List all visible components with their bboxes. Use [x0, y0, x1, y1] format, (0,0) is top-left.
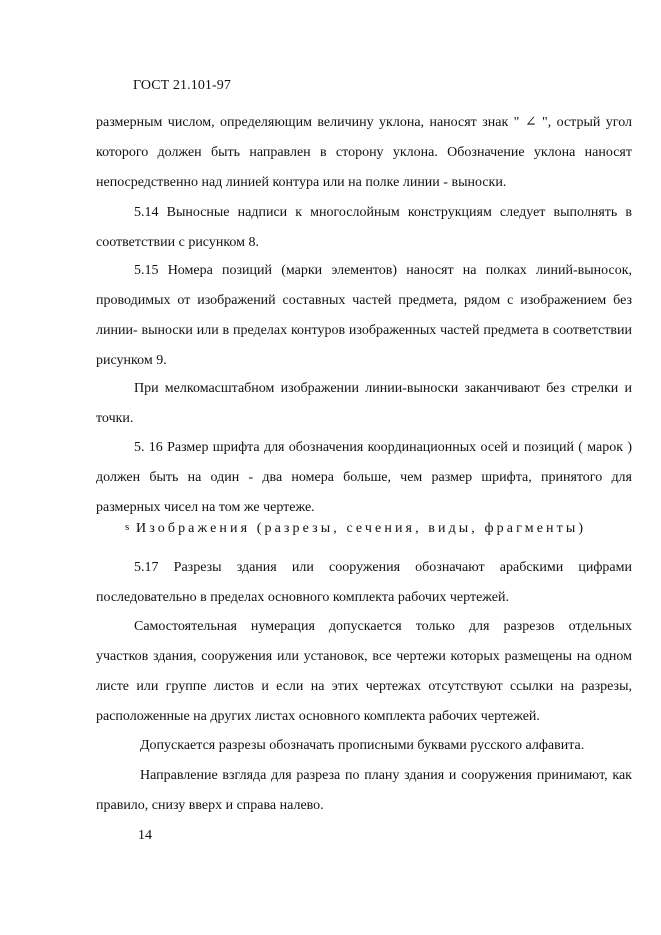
text-line: 5.14 Выносные надписи к многослойным конструкциям следует выполнять в [134, 205, 632, 220]
text-line: которого должен быть направлен в сторону уклона. Обозначение уклона наносят [96, 145, 632, 160]
text-line: последовательно в пределах основного комплекта рабочих чертежей. [96, 590, 509, 605]
text-line: При мелкомасштабном изображении линии-выноски заканчивают без стрелки и [134, 381, 632, 396]
text-line: Направление взгляда для разреза по плану здания и сооружения принимают, как [140, 768, 632, 783]
paragraph-slope-sign [96, 108, 632, 198]
paragraph-5-14 [96, 198, 632, 258]
paragraph-5-17 [96, 553, 632, 613]
paragraph-view-direction [96, 761, 632, 821]
text-line: 5.15 Номера позиций (марки элементов) наносят на полках линий-выносок, [134, 263, 632, 278]
text-line: 5.17 Разрезы здания или сооружения обозначают арабскими цифрами [134, 560, 632, 575]
text-line: листе или группе листов и если на этих чертежах отсутствуют ссылки на разрезы, [96, 679, 632, 694]
paragraph-5-16 [96, 433, 632, 523]
section-mark: ѕ [125, 521, 130, 533]
text-line: размерным числом, определяющим величину уклона, наносят знак " ∠ ", острый угол [96, 115, 632, 130]
page-number: 14 [138, 828, 152, 843]
paragraph-capital-letters [96, 731, 632, 761]
paragraph-independent-numbering [96, 612, 632, 732]
text-line: Допускается разрезы обозначать прописными буквами русского алфавита. [140, 738, 585, 753]
paragraph-5-15 [96, 256, 632, 376]
text-line: участков здания, сооружения или установок, все чертежи которых размещены на одном [96, 649, 632, 664]
text-line: рисунком 9. [96, 353, 167, 368]
text-line: линии- выноски или в пределах контуров изображенных частей предмета в соответствии [96, 323, 632, 338]
text-line: непосредственно над линией контура или на полке линии - выноски. [96, 175, 507, 190]
text-line: соответствии с рисунком 8. [96, 235, 260, 250]
paragraph-small-scale [96, 374, 632, 434]
text-line: правило, снизу вверх и справа налево. [96, 798, 324, 813]
text-line: расположенные на других листах основного комплекта рабочих чертежей. [96, 709, 540, 724]
text-line: 5. 16 Размер шрифта для обозначения координационных осей и позиций ( марок ) [134, 440, 632, 455]
text-line: проводимых от изображений составных частей предмета, рядом с изображением без [96, 293, 632, 308]
text-line: размерных чисел на том же чертеже. [96, 500, 315, 515]
text-line: точки. [96, 411, 134, 426]
text-line: должен быть на один - два номера больше, чем размер шрифта, принятого для [96, 470, 632, 485]
text-line: Самостоятельная нумерация допускается только для разрезов отдельных [134, 619, 632, 634]
document-header: ГОСТ 21.101-97 [133, 78, 231, 93]
section-title: Изображения (разрезы, сечения, виды, фрагменты) [136, 521, 587, 536]
